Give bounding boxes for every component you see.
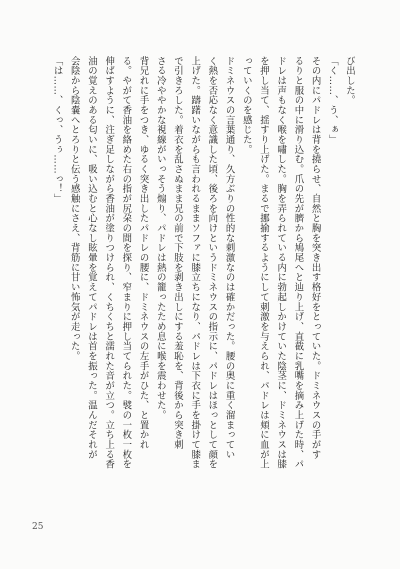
text-line: る。やがて香油を絡めた右の指が尻朶の間を探り、窄まりに押し当てられた。襞の一枚一枚を bbox=[120, 56, 132, 470]
text-line: で引きろした。着衣を乱さぬまま兄の前で下肢を剥き出しにする羞恥を、背後から突き刺 bbox=[171, 56, 183, 450]
text-line: ドミネウスの言葉通り、久方ぶりの性的な刺激なのは確かだった。腰の奥に重く溜まってい bbox=[223, 56, 235, 460]
page-number: 25 bbox=[32, 522, 44, 532]
text-line: ドレは声もなく喉を嘯した。胸を弄られている内に勃起しかけていた陰茎に、ドミネウスは膝 bbox=[275, 56, 287, 470]
text-line: 油の覚えのある匂いに、吸い込むと心なし眩暈を覚えてパドレは首を振った。温んだそれが bbox=[85, 56, 97, 460]
text-line: 会陰から陰嚢へとろりと伝う感触にさえ、背筋に甘い怖気が走った。 bbox=[68, 56, 80, 362]
text-line: 上げた。躊躇いながらも言われるままソファに膝立ちになり、パドレは下衣に手を掛けて膝ま bbox=[189, 56, 201, 470]
text-line: っていくのを感じた。 bbox=[240, 56, 252, 155]
text-line: 「は……、くっ、うぅ……っ！」 bbox=[52, 56, 63, 204]
text-line: その内にパドレは背を撓らせ、自然と胸を突き出す格好をとっていた。ドミネウスの手がす bbox=[309, 56, 321, 460]
text-line: 背兄れに手をつき、ゆるく突き出したパドレの腰に、ドミネウスの左手がひた、と置かれ bbox=[137, 56, 149, 450]
text-line: 伸ばすように、注ぎ足しながら香油が塗りつけられ、くちくちと濡れた音が立つ。立ち上る香 bbox=[103, 56, 115, 470]
text-line: 「く……、う、ぁ」 bbox=[326, 56, 338, 145]
text-line: び出した。 bbox=[344, 56, 355, 106]
text-line: さる冷ややかな視線がいっそう煽り、パドレは熱の籠ったため息に喉を震わせた。 bbox=[154, 56, 166, 421]
text-line: く熱を否応なく意識した頃、後ろを向けというドミネウスの指示に、パドレはほっとして顔を bbox=[206, 56, 218, 470]
text-line: るりと服の中に滑り込む。爪の先が臍から鳩尾へと辿り上げ、直截に乳嘴を摘み上げた時、パ bbox=[292, 56, 304, 470]
text-line: を押し当て、揺すり上げた。まるで挪揄するようにして刺激を与えられ、パドレは頬に血が上 bbox=[257, 56, 269, 470]
vertical-text-body bbox=[52, 56, 358, 480]
